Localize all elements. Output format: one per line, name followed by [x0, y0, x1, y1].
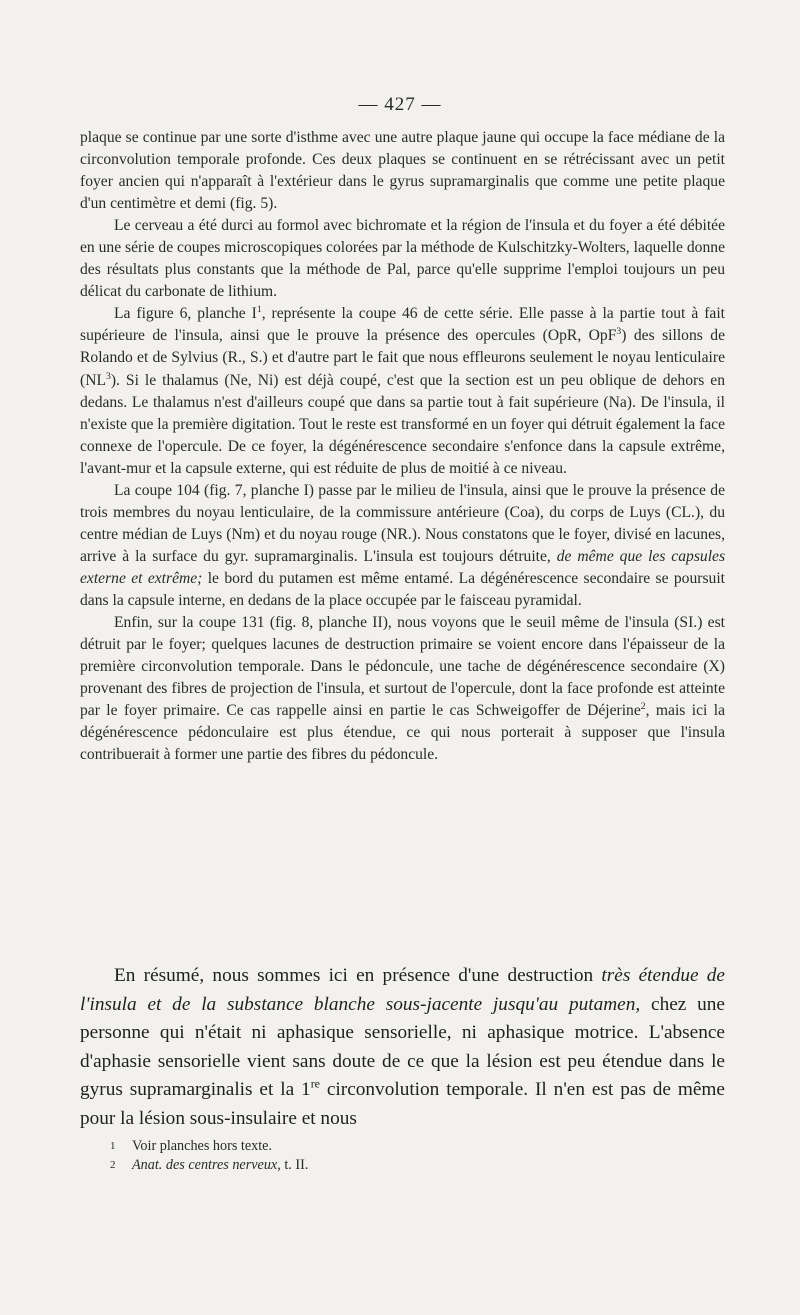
footnotes — [110, 1137, 710, 1175]
paragraph-5 — [80, 612, 725, 766]
p3-text-c: ) des sillons de Rolando et de Sylvius (R., S.) et d'autre part le fait que nous effleurons seulement le noyau lenticulaire (NL — [80, 327, 725, 389]
summary-text-a: En résumé, nous sommes ici en présence d'une destruction — [114, 965, 602, 986]
body-text — [80, 127, 725, 766]
footnote-1-number: 1 — [110, 1140, 116, 1152]
summary-text-b: chez une personne qui n'était ni aphasique sensorielle, ni aphasique motrice. L'absence d'aphasie sensorielle vient sans doute de ce que la lésion est peu étendue dans le gyrus supramarginalis et la 1 — [80, 993, 725, 1100]
paragraph-1: plaque se continue par une sorte d'isthme avec une autre plaque jaune qui occupe la face médiane de la circonvolution temporale profonde. Ces deux plaques se continuent en se rétrécissant avec un petit foyer ancien qui n'apparaît à l'extérieur dans le gyrus supramarginalis que comme une petite plaque d'un centimètre et demi (fig. 5). — [80, 129, 725, 213]
footnote-2-number: 2 — [110, 1159, 116, 1171]
superscript-3a: 3 — [616, 326, 622, 338]
footnote-2-italic: Anat. des centres nerveux — [132, 1157, 278, 1173]
p4-text-a: La coupe 104 (fig. 7, planche I) passe par le milieu de l'insula, ainsi que le prouve la présence de trois membres du noyau lenticulaire, de la commissure antérieure (Coa), du corps de Luys (CL.), du centre médian de Luys (Nm) et du noyau rouge (NR.). Nous constatons que le foyer, divisé en lacunes, arrive à la surface du gyr. supramarginalis. L'insula est toujours détruite, — [80, 481, 725, 565]
p3-text-d: ). Si le thalamus (Ne, Ni) est déjà coupé, c'est que la section est un peu oblique de dehors en dedans. Le thalamus n'est d'ailleurs coupé que dans sa partie tout à fait supérieure (Na). De l'insula, il n'existe que la première digitation. Tout le reste est transformé en un foyer qui détruit également la face connexe de l'opercule. De ce foyer, la dégénérescence secondaire s'enfonce dans la capsule extrême, l'avant-mur et la capsule externe, qui est réduite de plus de moitié à ce niveau. — [80, 371, 725, 477]
summary-superscript: re — [310, 1076, 320, 1091]
footnote-ref-2: 2 — [640, 701, 646, 713]
p5-text-a: Enfin, sur la coupe 131 (fig. 8, planche II), nous voyons que le seuil même de l'insula (SI.) est détruit par le foyer; quelques lacunes de destruction primaire se voient encore dans l'épaisseur de la première circonvolution temporale. Dans le pédoncule, une tache de dégénérescence secondaire (X) provenant des fibres de projection de l'insula, et surtout de l'opercule, dont la face profonde est atteinte par le foyer primaire. Ce cas rappelle ainsi en partie le cas Schweigoffer de Déjerine — [80, 614, 725, 720]
footnote-2 — [110, 1156, 710, 1175]
paragraph-3 — [80, 303, 725, 479]
p4-text-b: le bord du putamen est même entamé. La dégénérescence secondaire se poursuit dans la capsule interne, en dedans de la place occupée par le faisceau pyramidal. — [80, 569, 725, 609]
p3-text-b: , représente la coupe 46 de cette série. Elle passe à la partie tout à fait supérieure de l'insula, ainsi que le prouve la présence des opercules (OpR, OpF — [80, 305, 725, 345]
paragraph-2: Le cerveau a été durci au formol avec bichromate et la région de l'insula et du foyer a été débitée en une série de coupes microscopiques colorées par la méthode de Kulschitzky-Wolters, laquelle donne des résultats plus constants que la méthode de Pal, parce qu'elle supprime l'emploi toujours un peu délicat du carbonate de lithium. — [80, 217, 725, 301]
footnote-2-text: , t. II. — [277, 1157, 309, 1173]
footnote-1 — [110, 1137, 710, 1156]
footnote-1-text: Voir planches hors texte. — [132, 1138, 273, 1154]
summary-text-c: circonvolution temporale. Il n'en est pas de même pour la lésion sous-insulaire et nous — [80, 1079, 725, 1129]
summary-italic: très étendue de l'insula et de la substance blanche sous-jacente jusqu'au putamen, — [80, 965, 725, 1015]
superscript-3b: 3 — [105, 370, 111, 382]
footnote-ref-1: 1 — [256, 304, 262, 316]
paragraph-4 — [80, 480, 725, 612]
p5-text-b: , mais ici la dégénérescence pédonculaire est plus étendue, ce qui nous porterait à supposer que l'insula contribuerait à former une partie des fibres du pédoncule. — [80, 702, 725, 764]
summary-paragraph — [80, 962, 725, 1133]
p4-italic: de même que les capsules externe et extrême; — [80, 547, 726, 587]
page-number: — 427 — — [358, 94, 442, 115]
p3-text-a: La figure 6, planche I — [114, 305, 257, 323]
